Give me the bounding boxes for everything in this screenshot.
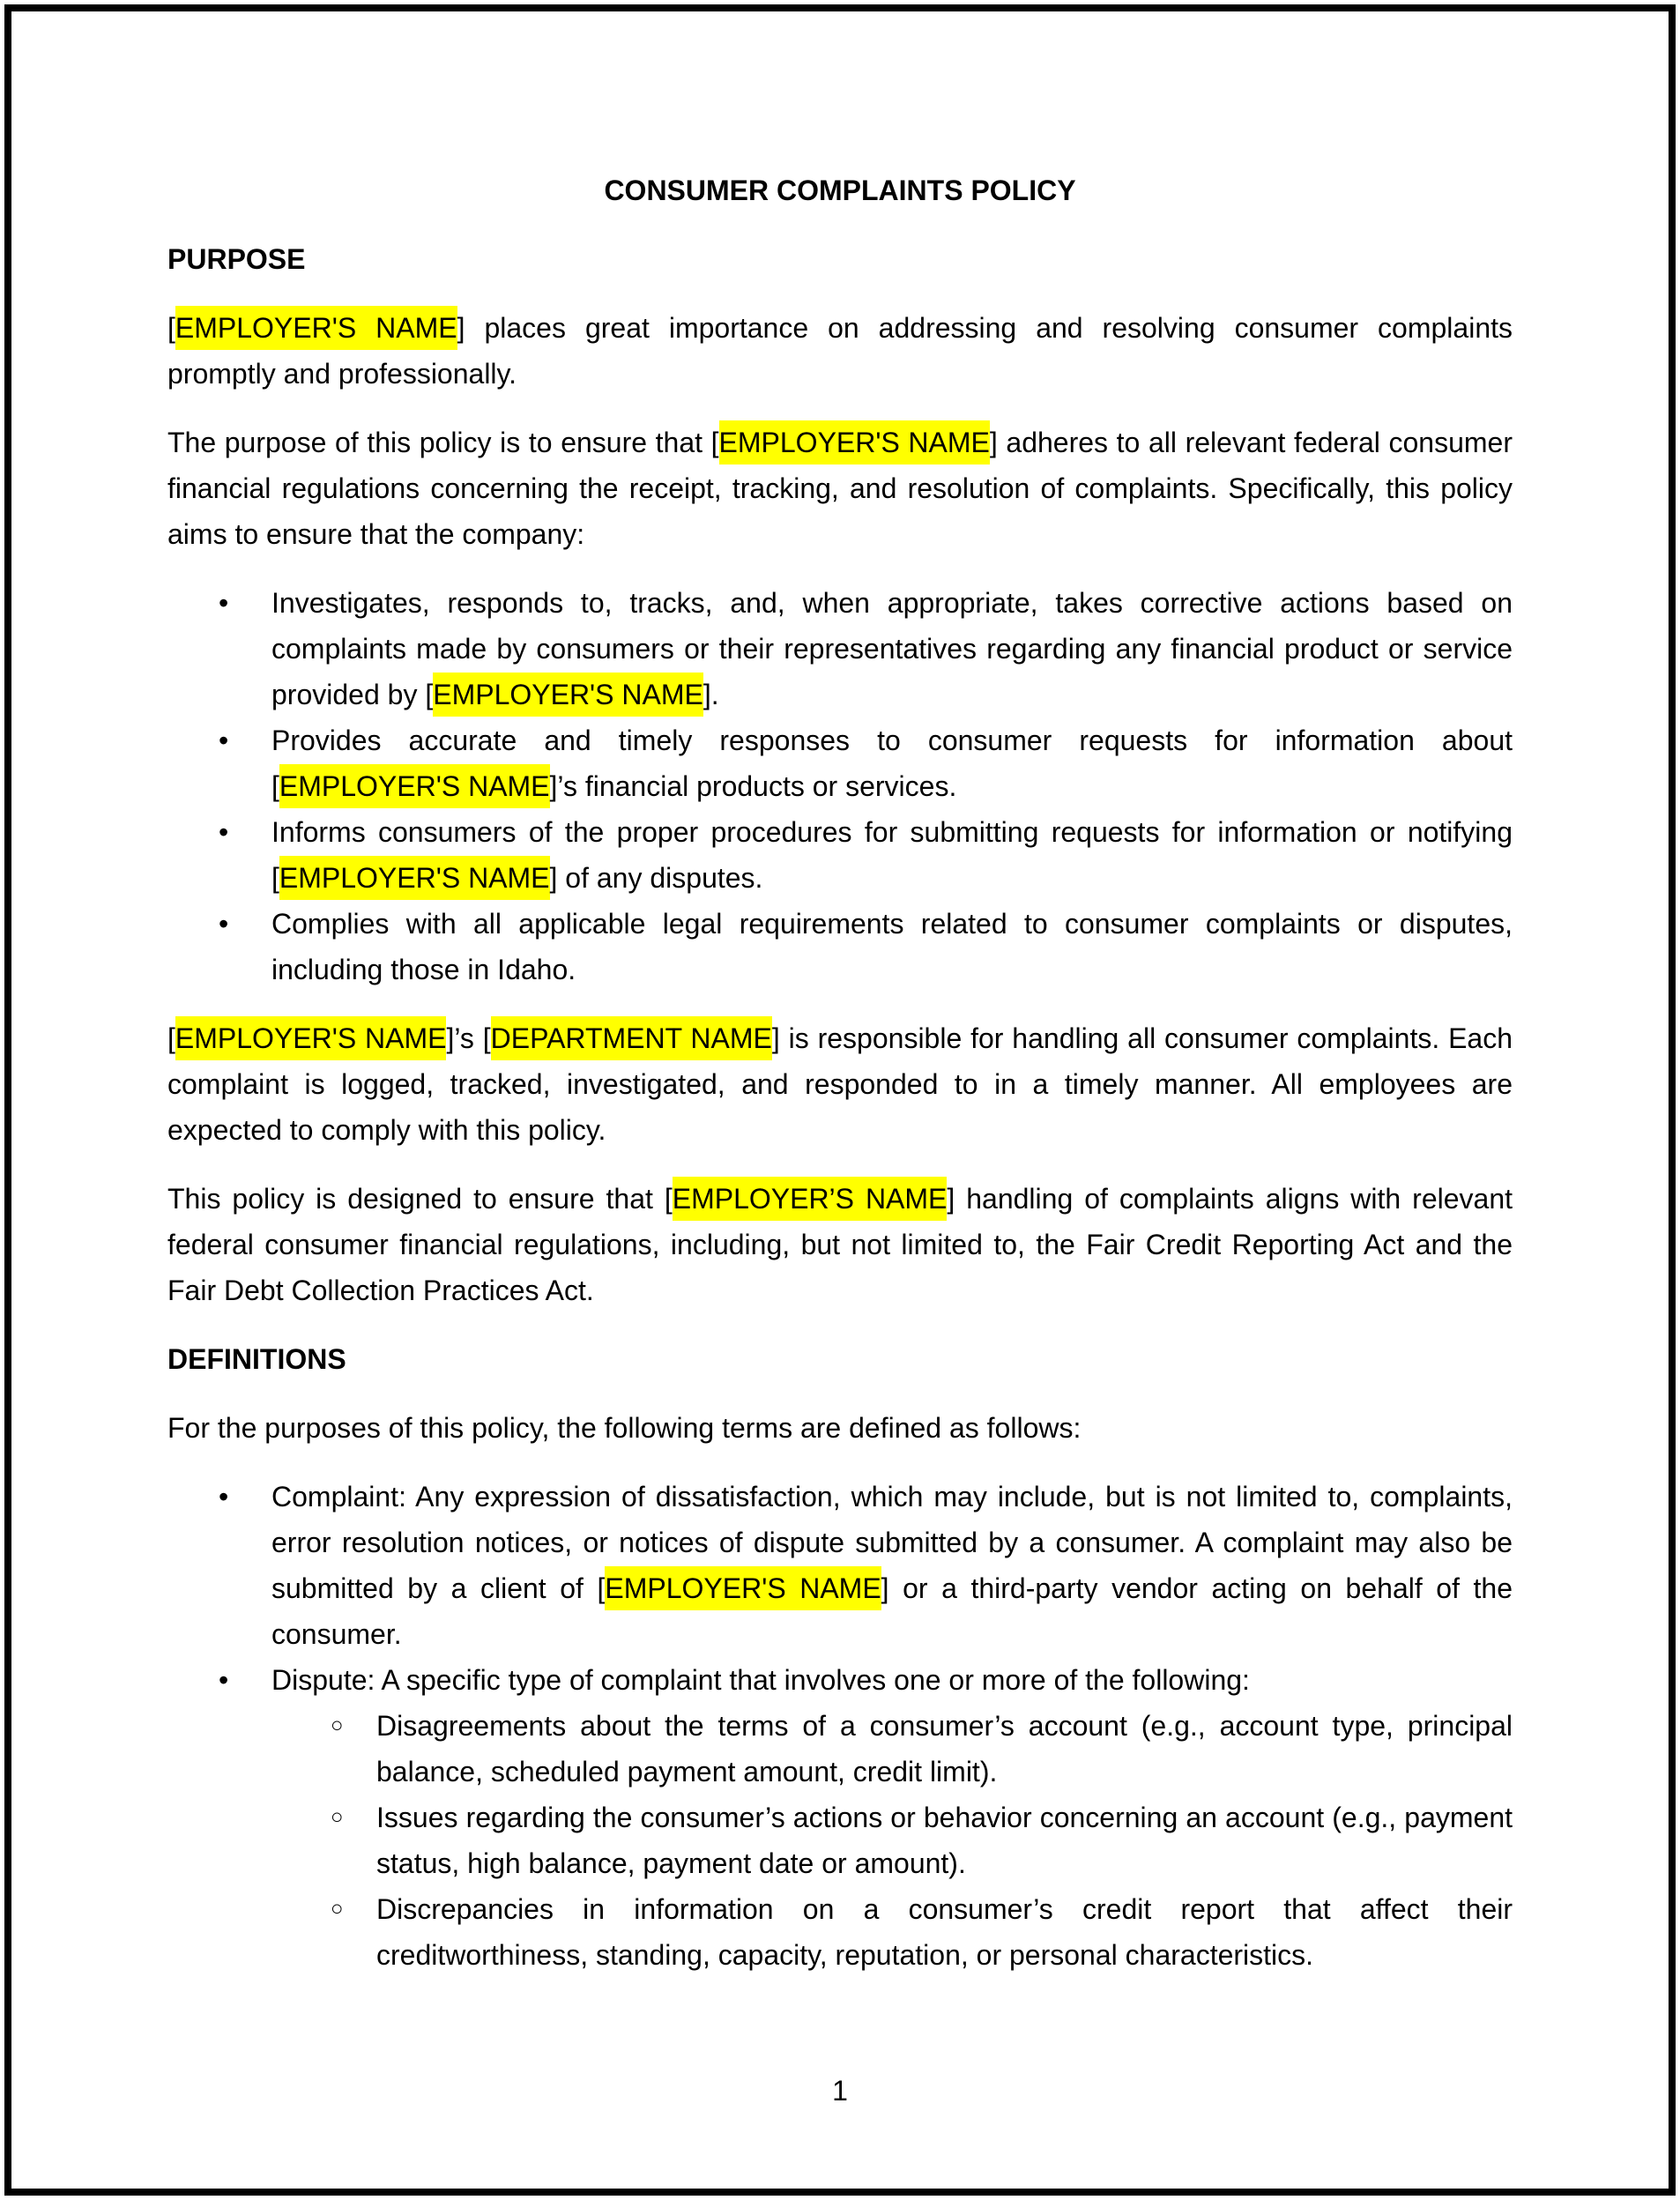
circle-bullet-icon: ○ [331,1805,344,1829]
highlighted-placeholder: EMPLOYER'S NAME [605,1566,881,1610]
text-run: Informs consumers of the proper procedures for submitting requests for information or notifying [ [271,816,1513,894]
purpose-bullet-list [167,580,1513,992]
list-item-provides [167,717,1513,809]
bullet-icon: • [219,1481,229,1512]
bullet-icon: • [219,587,229,619]
list-item-text [376,1893,1513,1971]
bullet-icon: • [219,1664,229,1696]
list-item-complies [167,901,1513,992]
text-run: Complaint: Any expression of dissatisfaction, which may include, but is not limited to, complaints, error resolution notices, or notices of dispute submitted by a consumer. A complaint may also be submitted by a client of [ [271,1481,1513,1604]
circle-bullet-icon: ○ [331,1713,344,1737]
list-item-text [271,816,1513,900]
text-run: [ [167,1022,175,1054]
list-item-text [271,1481,1513,1650]
document-title: CONSUMER COMPLAINTS POLICY [604,175,1076,206]
text-run: This policy is designed to ensure that [ [167,1183,673,1215]
text-run: ] or a third-party vendor acting on behalf of the consumer. [271,1572,1513,1650]
text-run: Issues regarding the consumer’s actions or behavior concerning an account (e.g., payment status, high balance, payment date or amount). [376,1802,1513,1879]
circle-bullet-icon: ○ [331,1897,344,1921]
highlighted-placeholder: DEPARTMENT NAME [491,1016,772,1060]
highlighted-placeholder: EMPLOYER'S NAME [279,764,550,808]
text-run: ]’s [ [446,1022,491,1054]
document-content [167,167,1513,2001]
text-run: Complies with all applicable legal requirements related to consumer complaints or disputes, including those in Idaho. [271,908,1513,985]
text-run: ] of any disputes. [549,862,763,894]
text-run: Dispute: A specific type of complaint that involves one or more of the following: [271,1664,1250,1696]
text-run: ] handling of complaints aligns with relevant federal consumer financial regulations, including, but not limited to, the Fair Credit Reporting Act and the Fair Debt Collection Practices Act. [167,1183,1513,1306]
sub-list-item-issues [167,1795,1513,1886]
text-run: Provides accurate and timely responses to consumer requests for information about [ [271,725,1513,802]
text-run: ]’s financial products or services. [549,770,957,802]
paragraph-definitions-intro [167,1405,1513,1451]
list-item-text [376,1710,1513,1788]
section-heading-definitions: DEFINITIONS [167,1343,346,1375]
highlighted-placeholder: EMPLOYER'S NAME [175,1016,447,1060]
page-number: 1 [832,2075,848,2107]
paragraph-regulation-alignment [167,1176,1513,1313]
paragraph-intro [167,305,1513,397]
bullet-icon: • [219,816,229,848]
highlighted-placeholder: EMPLOYER'S NAME [279,856,550,900]
text-run: Disagreements about the terms of a consumer’s account (e.g., account type, principal balance, scheduled payment amount, credit limit). [376,1710,1513,1788]
bullet-icon: • [219,725,229,756]
list-item-text [271,587,1513,717]
bullet-icon: • [219,908,229,940]
list-item-text [271,725,1513,808]
text-run: [ [167,312,175,344]
text-run: ] is responsible for handling all consumer complaints. Each complaint is logged, tracked, investigated, and responded to in a timely manner. All employees are expected to comply with this policy. [167,1022,1513,1146]
list-item-complaint [167,1474,1513,1657]
highlighted-placeholder: EMPLOYER'S NAME [175,306,457,350]
text-run: ] adheres to all relevant federal consumer financial regulations concerning the receipt, tracking, and resolution of complaints. Specifically, this policy aims to ensure that the company: [167,427,1513,550]
list-item-investigates [167,580,1513,717]
list-item-informs [167,809,1513,901]
sub-list-item-disagreements [167,1703,1513,1795]
paragraph-policy-purpose [167,420,1513,557]
definitions-bullet-list [167,1474,1513,1978]
highlighted-placeholder: EMPLOYER'S NAME [433,673,703,717]
paragraph-department-responsibility [167,1015,1513,1153]
sub-list-item-discrepancies [167,1886,1513,1978]
list-item-text [271,1664,1250,1696]
text-run: Investigates, responds to, tracks, and, when appropriate, takes corrective actions based on complaints made by consumers or their representatives regarding any financial product or service provided by [ [271,587,1513,710]
section-heading-purpose: PURPOSE [167,243,306,275]
text-run: For the purposes of this policy, the following terms are defined as follows: [167,1412,1082,1444]
highlighted-placeholder: EMPLOYER'S NAME [719,420,990,465]
list-item-text [376,1802,1513,1879]
list-item-dispute [167,1657,1513,1703]
list-item-text [271,908,1513,985]
highlighted-placeholder: EMPLOYER’S NAME [673,1177,948,1221]
text-run: ]. [702,679,719,710]
text-run: ] places great importance on addressing and resolving consumer complaints promptly and professionally. [167,312,1513,390]
text-run: Discrepancies in information on a consumer’s credit report that affect their creditworthiness, standing, capacity, reputation, or personal characteristics. [376,1893,1513,1971]
text-run: The purpose of this policy is to ensure that [ [167,427,719,458]
